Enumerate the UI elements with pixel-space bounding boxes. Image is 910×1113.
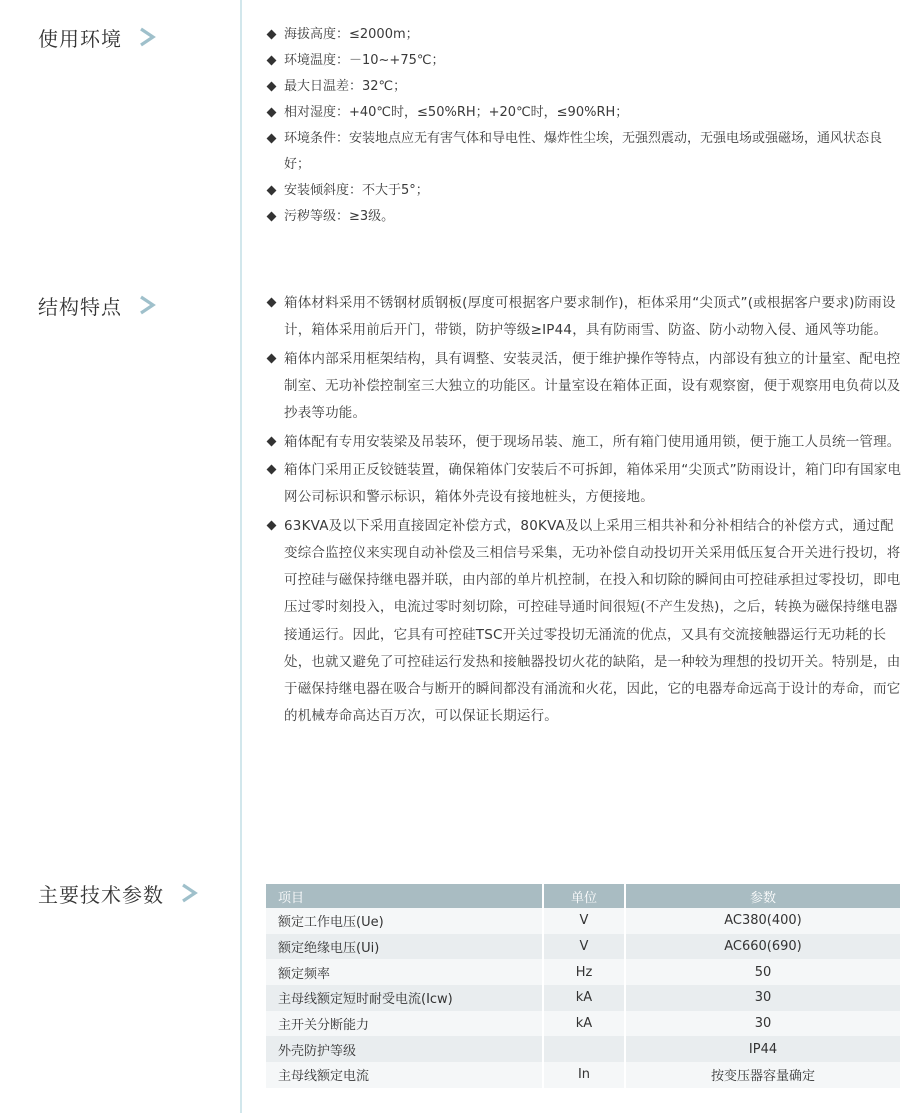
list-item: 相对湿度：+40℃时，≤50%RH；+20℃时，≤90%RH； (268, 100, 903, 126)
table-row (266, 1036, 900, 1062)
structure-list (268, 290, 903, 732)
list-item: 环境温度：－10~+75℃； (268, 48, 903, 74)
cell-unit: In (544, 1062, 626, 1088)
list-item: 箱体配有专用安装梁及吊装环，便于现场吊装、施工，所有箱门使用通用锁，便于施工人员统一管理。 (268, 429, 903, 456)
section-heading-params (38, 878, 200, 908)
chevron-right-icon (136, 26, 158, 48)
section-title: 结构特点 (38, 294, 122, 319)
diamond-bullet-icon (267, 212, 277, 222)
cell-value: 30 (626, 985, 900, 1011)
table-row (266, 985, 900, 1011)
cell-unit: V (544, 934, 626, 960)
section-heading-environment (38, 22, 158, 52)
diamond-bullet-icon (267, 56, 277, 66)
cell-value: 按变压器容量确定 (626, 1062, 900, 1088)
environment-list (268, 22, 903, 230)
cell-unit (544, 1036, 626, 1062)
diamond-bullet-icon (267, 298, 277, 308)
cell-item: 额定频率 (266, 959, 544, 985)
list-item: 污秽等级：≥3级。 (268, 204, 903, 230)
diamond-bullet-icon (267, 465, 277, 475)
diamond-bullet-icon (267, 82, 277, 92)
section-heading-structure (38, 290, 158, 320)
diamond-bullet-icon (267, 134, 277, 144)
diamond-bullet-icon (267, 436, 277, 446)
cell-item: 主母线额定短时耐受电流(Icw) (266, 985, 544, 1011)
cell-value: AC380(400) (626, 908, 900, 934)
cell-unit: kA (544, 1011, 626, 1037)
list-item: 最大日温差：32℃； (268, 74, 903, 100)
cell-item: 主开关分断能力 (266, 1011, 544, 1037)
list-item: 箱体门采用正反铰链装置，确保箱体门安装后不可拆卸，箱体采用“尖顶式”防雨设计，箱门印有国家电网公司标识和警示标识，箱体外壳设有接地桩头，方便接地。 (268, 457, 903, 511)
list-item: 海拔高度：≤2000m； (268, 22, 903, 48)
diamond-bullet-icon (267, 108, 277, 118)
section-title: 使用环境 (38, 26, 122, 51)
vertical-divider (240, 0, 242, 1113)
cell-value: 50 (626, 959, 900, 985)
cell-unit: kA (544, 985, 626, 1011)
diamond-bullet-icon (267, 186, 277, 196)
list-item: 箱体材料采用不锈钢材质钢板(厚度可根据客户要求制作)，柜体采用“尖顶式”(或根据客户要求)防雨设计，箱体采用前后开门，带锁，防护等级≥IP44，具有防雨雪、防盗、防小动物入侵、通风等功能。 (268, 290, 903, 344)
parameters-table (266, 884, 900, 1088)
table-row (266, 1062, 900, 1088)
chevron-right-icon (178, 882, 200, 904)
diamond-bullet-icon (267, 30, 277, 40)
chevron-right-icon (136, 294, 158, 316)
cell-unit: Hz (544, 959, 626, 985)
table-row (266, 934, 900, 960)
cell-item: 额定工作电压(Ue) (266, 908, 544, 934)
table-row (266, 1011, 900, 1037)
column-header-value: 参数 (626, 884, 900, 908)
column-header-unit: 单位 (544, 884, 626, 908)
cell-item: 主母线额定电流 (266, 1062, 544, 1088)
diamond-bullet-icon (267, 353, 277, 363)
list-item: 箱体内部采用框架结构，具有调整、安装灵活，便于维护操作等特点，内部设有独立的计量室、配电控制室、无功补偿控制室三大独立的功能区。计量室设在箱体正面，设有观察窗，便于观察用电负荷以及抄表等功能。 (268, 346, 903, 428)
list-item: 环境条件：安装地点应无有害气体和导电性、爆炸性尘埃，无强烈震动，无强电场或强磁场，通风状态良好； (268, 126, 903, 178)
table-row (266, 959, 900, 985)
table-header-row (266, 884, 900, 908)
column-header-item: 项目 (266, 884, 544, 908)
cell-item: 外壳防护等级 (266, 1036, 544, 1062)
diamond-bullet-icon (267, 520, 277, 530)
cell-item: 额定绝缘电压(Ui) (266, 934, 544, 960)
list-item: 63KVA及以下采用直接固定补偿方式，80KVA及以上采用三相共补和分补相结合的补偿方式，通过配变综合监控仪来实现自动补偿及三相信号采集，无功补偿自动投切开关采用低压复合开关进行投切，将可控硅与磁保持继电器并联，由内部的单片机控制，在投入和切除的瞬间由可控硅承担过零投切，即电压过零时刻投入，电流过零时刻切除，可控硅导通时间很短(不产生发热)，之后，转换为磁保持继电器接通运行。因此，它具有可控硅TSC开关过零投切无涌流的优点，又具有交流接触器运行无功耗的长处，也就又避免了可控硅运行发热和接触器投切火花的缺陷，是一种较为理想的投切开关。特别是，由于磁保持继电器在吸合与断开的瞬间都没有涌流和火花，因此，它的电器寿命远高于设计的寿命，而它的机械寿命高达百万次，可以保证长期运行。 (268, 513, 903, 731)
table-row (266, 908, 900, 934)
cell-value: AC660(690) (626, 934, 900, 960)
cell-value: 30 (626, 1011, 900, 1037)
cell-unit: V (544, 908, 626, 934)
cell-value: IP44 (626, 1036, 900, 1062)
list-item: 安装倾斜度：不大于5°； (268, 178, 903, 204)
section-title: 主要技术参数 (38, 882, 164, 907)
